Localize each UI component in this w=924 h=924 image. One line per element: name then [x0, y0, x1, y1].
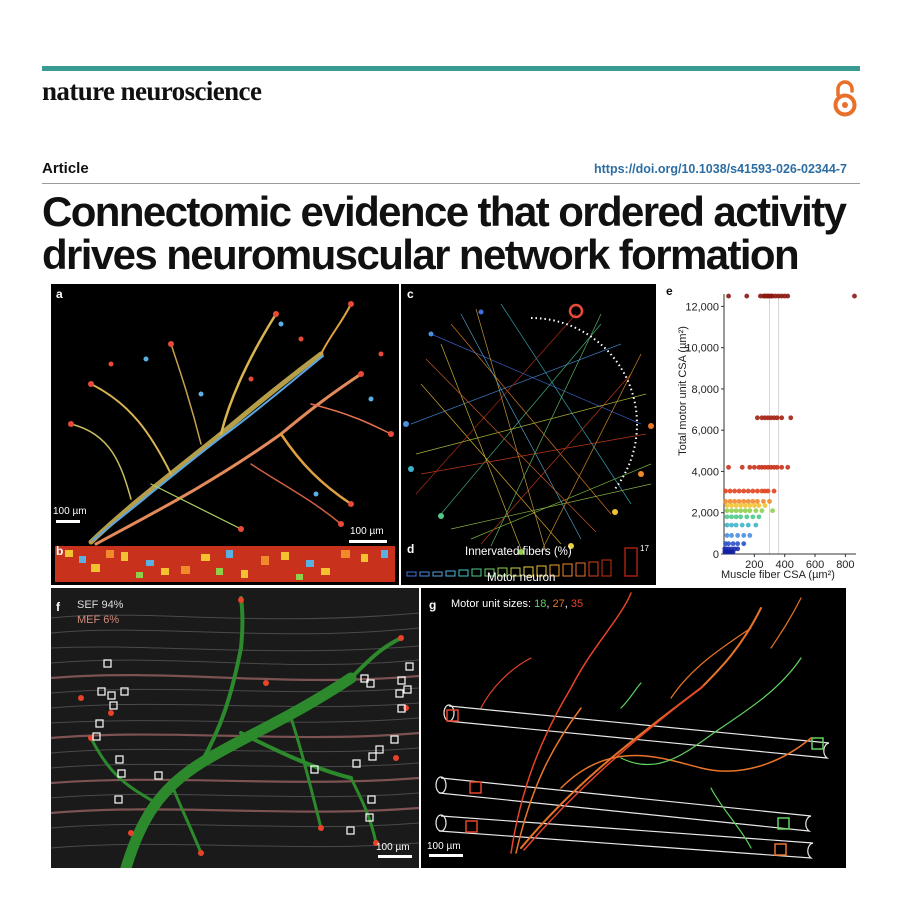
data-point [741, 533, 746, 538]
data-point [725, 533, 730, 538]
y-tick-label: 2,000 [691, 507, 719, 520]
data-point [752, 503, 757, 508]
data-point [725, 503, 730, 508]
data-point [735, 541, 740, 546]
data-point [728, 499, 733, 504]
data-point [767, 499, 772, 504]
doi-link[interactable]: https://doi.org/10.1038/s41593-026-02344-7 [594, 162, 847, 176]
data-point [775, 415, 780, 420]
connectivity-circle-image [401, 284, 656, 585]
data-point [735, 533, 740, 538]
data-point [726, 465, 731, 470]
divider [42, 183, 860, 184]
data-point [747, 503, 752, 508]
size-sep-1: , [546, 598, 553, 610]
size-18: 18 [534, 598, 547, 610]
data-point [775, 465, 780, 470]
open-access-lock-icon[interactable] [828, 78, 862, 118]
motor-unit-sizes-legend [451, 598, 583, 610]
data-point [766, 489, 771, 494]
panel-a-scale-left: 100 µm [53, 506, 87, 517]
size-35: 35 [570, 598, 584, 610]
size-27: 27 [552, 598, 565, 610]
y-tick-label: 0 [712, 549, 719, 561]
data-point [732, 499, 737, 504]
data-point [750, 499, 755, 504]
data-point [735, 546, 740, 551]
panel-e-chart [660, 282, 870, 587]
muscle-fiber-image [51, 588, 419, 868]
data-point [726, 541, 731, 546]
data-point [738, 514, 743, 519]
panel-g [421, 588, 846, 868]
panel-g-label: g [429, 598, 437, 612]
data-point [770, 508, 775, 513]
data-point [723, 489, 728, 494]
y-tick-label: 4,000 [691, 466, 719, 479]
data-point [729, 523, 734, 528]
data-point [788, 415, 793, 420]
panel-f-scale: 100 µm [376, 842, 410, 853]
data-point [763, 503, 768, 508]
data-point [772, 489, 777, 494]
data-point [747, 533, 752, 538]
data-point [755, 489, 760, 494]
data-point [738, 503, 743, 508]
data-point [731, 550, 736, 555]
title-line-2: drives neuromuscular network formation [42, 231, 799, 278]
y-tick-label: 10,000 [685, 342, 719, 355]
sef-label: SEF 94% [77, 599, 124, 611]
data-point [756, 503, 761, 508]
motor-neuron-label: Motor neuron [487, 572, 556, 584]
data-point [752, 465, 757, 470]
size-sep-2: , [564, 598, 571, 610]
header-rule [42, 66, 860, 71]
x-tick-label: 200 [745, 559, 764, 571]
legend-max-value: 17 [640, 544, 649, 553]
mef-label: MEF 6% [77, 614, 120, 626]
y-tick-label: 8,000 [691, 383, 719, 396]
innervated-fibers-label: Innervated fibers (%) [465, 546, 572, 558]
data-point [726, 294, 731, 299]
data-point [741, 489, 746, 494]
data-point [785, 294, 790, 299]
data-point [750, 489, 755, 494]
data-point [750, 514, 755, 519]
data-point [746, 523, 751, 528]
motor-unit-sizes-label: Motor unit sizes: [451, 598, 535, 610]
panel-e-label: e [666, 284, 673, 298]
data-point [729, 508, 734, 513]
panel-a-label: a [56, 287, 63, 301]
data-point [732, 489, 737, 494]
data-point [740, 523, 745, 528]
data-point [743, 508, 748, 513]
data-point [740, 465, 745, 470]
data-point [744, 294, 749, 299]
data-point [741, 499, 746, 504]
journal-name[interactable]: nature neuroscience [42, 76, 262, 106]
data-point [779, 465, 784, 470]
panel-a [51, 284, 399, 585]
data-point [746, 499, 751, 504]
y-tick-label: 6,000 [691, 425, 719, 438]
data-point [747, 508, 752, 513]
data-point [734, 503, 739, 508]
data-point [743, 503, 748, 508]
data-point [738, 508, 743, 513]
x-tick-label: 600 [805, 559, 825, 571]
data-point [728, 489, 733, 494]
data-point [761, 499, 766, 504]
motor-unit-image [421, 588, 846, 868]
x-tick-label: 400 [775, 559, 794, 571]
data-point [753, 523, 758, 528]
data-point [725, 508, 730, 513]
data-point [725, 523, 730, 528]
panel-f-label: f [56, 600, 60, 614]
data-point [729, 533, 734, 538]
data-point [725, 514, 730, 519]
y-tick-label: 12,000 [685, 301, 719, 314]
panel-e-ylabel: Total motor unit CSA (µm²) [677, 326, 689, 456]
panel-b-label: b [56, 544, 64, 558]
data-point [756, 514, 761, 519]
panel-d-label: d [407, 542, 415, 556]
data-point [734, 508, 739, 513]
panel-f [51, 588, 419, 868]
x-tick-label: 800 [836, 559, 855, 571]
data-point [737, 489, 742, 494]
data-point [737, 499, 742, 504]
panel-c [401, 284, 656, 585]
data-point [760, 508, 765, 513]
article-title [42, 190, 872, 276]
data-point [744, 514, 749, 519]
data-point [731, 541, 736, 546]
data-point [734, 514, 739, 519]
article-type: Article [42, 160, 89, 177]
panel-c-label: c [407, 287, 414, 301]
data-point [729, 514, 734, 519]
data-point [723, 499, 728, 504]
data-point [747, 465, 752, 470]
panel-g-scale: 100 µm [427, 841, 461, 852]
data-point [852, 294, 857, 299]
data-point [729, 503, 734, 508]
data-point [779, 415, 784, 420]
data-point [753, 508, 758, 513]
panel-a-scale-right: 100 µm [350, 526, 384, 537]
data-point [755, 499, 760, 504]
neuron-tree-image [51, 284, 399, 585]
data-point [734, 523, 739, 528]
title-line-1: Connectomic evidence that ordered activity [42, 188, 846, 235]
data-point [785, 465, 790, 470]
panel-e-xlabel: Muscle fiber CSA (µm²) [721, 569, 835, 581]
data-point [746, 489, 751, 494]
data-point [741, 541, 746, 546]
data-point [755, 415, 760, 420]
